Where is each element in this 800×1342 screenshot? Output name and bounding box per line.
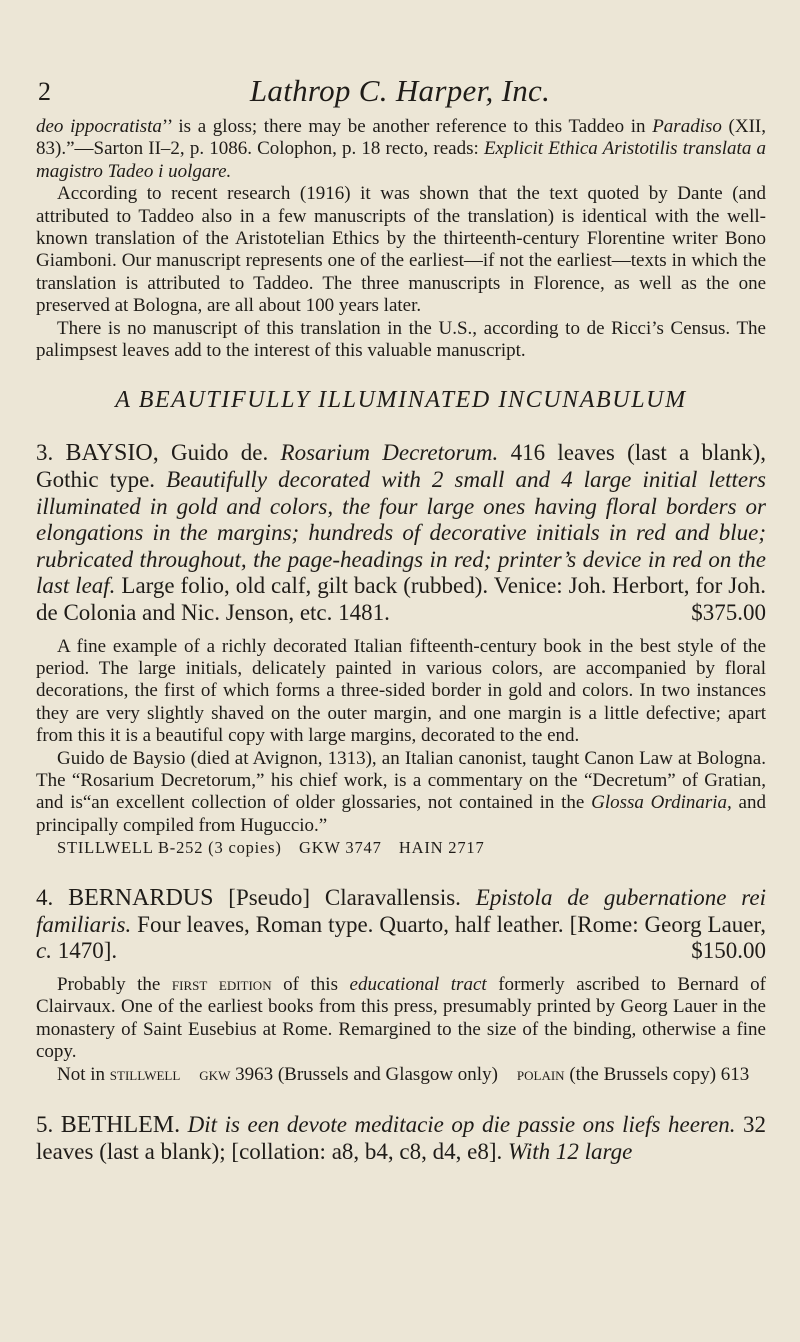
entry-body-paragraph (36, 748, 766, 838)
intro-paragraph-1 (36, 116, 766, 183)
entry-heading (36, 440, 766, 626)
entry-number: 4. (36, 885, 54, 911)
italic-title: Glossa Ordinaria, (591, 792, 732, 814)
text-run: Guido de Baysio (died at Avignon, 1313), an Italian canonist, taught Canon Law at Bologna. The “Rosarium Decretorum,” his chief work, is a commentary on the “Decretum” of Gratian, and is“an excellent collection of older glossaries, not contained in the (36, 747, 766, 814)
entry-price: $375.00 (691, 600, 766, 626)
catalog-entry-4 (36, 885, 766, 1086)
entry-author: BETHLEM. (60, 1112, 181, 1139)
text-run: 1470]. (51, 938, 118, 964)
text-run: of this (271, 974, 350, 996)
running-head: Lathrop C. Harper, Inc. (249, 73, 551, 108)
text-run: formerly ascribed to Bernard of Clairvaux. One of the earliest books from this press, presumably printed by Georg Lauer in the monastery of Saint Eusebius at Rome. Remargined to the size of the binding, otherwise a fine copy. (36, 974, 766, 1063)
text-run: (XII, 83).”—Sarton II–2, p. 1086. Colophon, p. 18 recto, reads: (36, 116, 766, 160)
intro-paragraph-3: There is no manuscript of this translation in the U.S., according to de Ricci’s Census. The palimpsest leaves add to the interest of this valuable manuscript. (36, 317, 766, 362)
text-run: (the Brussels copy) 613 (564, 1063, 750, 1085)
entry-references (36, 1064, 766, 1086)
text-run: and principally compiled from Huguccio.” (36, 792, 766, 836)
page-number: 2 (38, 77, 51, 106)
catalog-entry-3 (36, 440, 766, 859)
entry-title: Epistola de gubernatione rei familiaris. (36, 885, 767, 937)
text-run: ’’ is a gloss; there may be another reference to this Taddeo in (161, 116, 653, 137)
entry-body-paragraph: A fine example of a richly decorated Italian fifteenth-century book in the best style of the period. The large initials, delicately painted in various colors, are accompanied by floral decorations, the first of which forms a three-sided border in gold and colors. In two instances they are very slightly shaved on the outer margin, and one margin is a little defective; apart from this it is a beautiful copy with large margins, decorated to the end. (36, 635, 766, 747)
entry-heading (36, 1112, 766, 1165)
italic-quote: deo ippocratista (36, 116, 162, 137)
page-content (36, 116, 766, 1165)
text-run: Large folio, old calf, gilt back (rubbed). Venice: Joh. Herbort, for Joh. de Colonia and Nic. Jenson, etc. 1481. (36, 573, 766, 626)
entry-number: 5. (36, 1112, 54, 1138)
entry-author: BAYSIO, (65, 440, 159, 467)
catalog-entry-5 (36, 1112, 766, 1165)
text-run: 3963 (Brussels and Glasgow only) (230, 1063, 517, 1085)
small-caps: first edition (171, 974, 272, 996)
entry-references: STILLWELL B-252 (3 copies) GKW 3747 HAIN 2717 (57, 838, 485, 858)
italic-title: Paradiso (652, 116, 722, 137)
text-run (180, 1064, 199, 1085)
text-run: Guido de. (158, 440, 281, 466)
section-heading: A BEAUTIFULLY ILLUMINATED INCUNABULUM (115, 387, 687, 414)
entry-title: Dit is een devote meditacie op die passie ons liefs heeren. (187, 1112, 736, 1138)
entry-author: BERNARDUS (68, 885, 214, 912)
italic-colophon: Explicit Ethica Aristotilis translata a magistro Tadeo i uolgare. (36, 138, 766, 182)
entry-price: $150.00 (691, 938, 766, 964)
text-run: Probably the (57, 974, 172, 996)
italic-phrase: educational tract (349, 974, 487, 996)
circa: c. (36, 938, 52, 964)
small-caps: polain (516, 1063, 565, 1085)
entry-description: With 12 large (507, 1138, 633, 1164)
intro-paragraph-2: According to recent research (1916) it was shown that the text quoted by Dante (and attributed to Taddeo also in a few manuscripts of the translation) is identical with the well-known translation of the Aristotelian Ethics by the thirteenth-century Florentine writer Bono Giamboni. Our manuscript represents one of the earliest—if not the earliest—texts in which the translation is attributed to Taddeo. The three manuscripts in Florence, as well as the one preserved at Bologna, are all about 100 years later. (36, 183, 766, 317)
entry-title: Rosarium Decretorum. (280, 440, 499, 466)
text-run: 416 leaves (last a blank), Gothic type. (36, 440, 767, 493)
page-header (0, 73, 800, 113)
text-run: Not in (57, 1063, 110, 1085)
entry-description: Beautifully decorated with 2 small and 4 large initial letters illuminated in gold and colors, the four large ones having floral borders or elongations in the margins; hundreds of decorative initials in red and blue; rubricated throughout, the page-headings in red; printer’s device in red on the last leaf. (36, 467, 766, 599)
text-run: 32 leaves (last a blank); [collation: a8, b4, c8, d4, e8]. (36, 1112, 767, 1164)
small-caps: gkw (199, 1063, 231, 1085)
text-run: [Pseudo] Claravallensis. (213, 885, 476, 911)
entry-body-paragraph (36, 974, 766, 1064)
entry-number: 3. (36, 440, 54, 466)
entry-heading (36, 885, 766, 965)
small-caps: stillwell (109, 1063, 181, 1085)
text-run: Four leaves, Roman type. Quarto, half leather. [Rome: Georg Lauer, (131, 911, 766, 937)
